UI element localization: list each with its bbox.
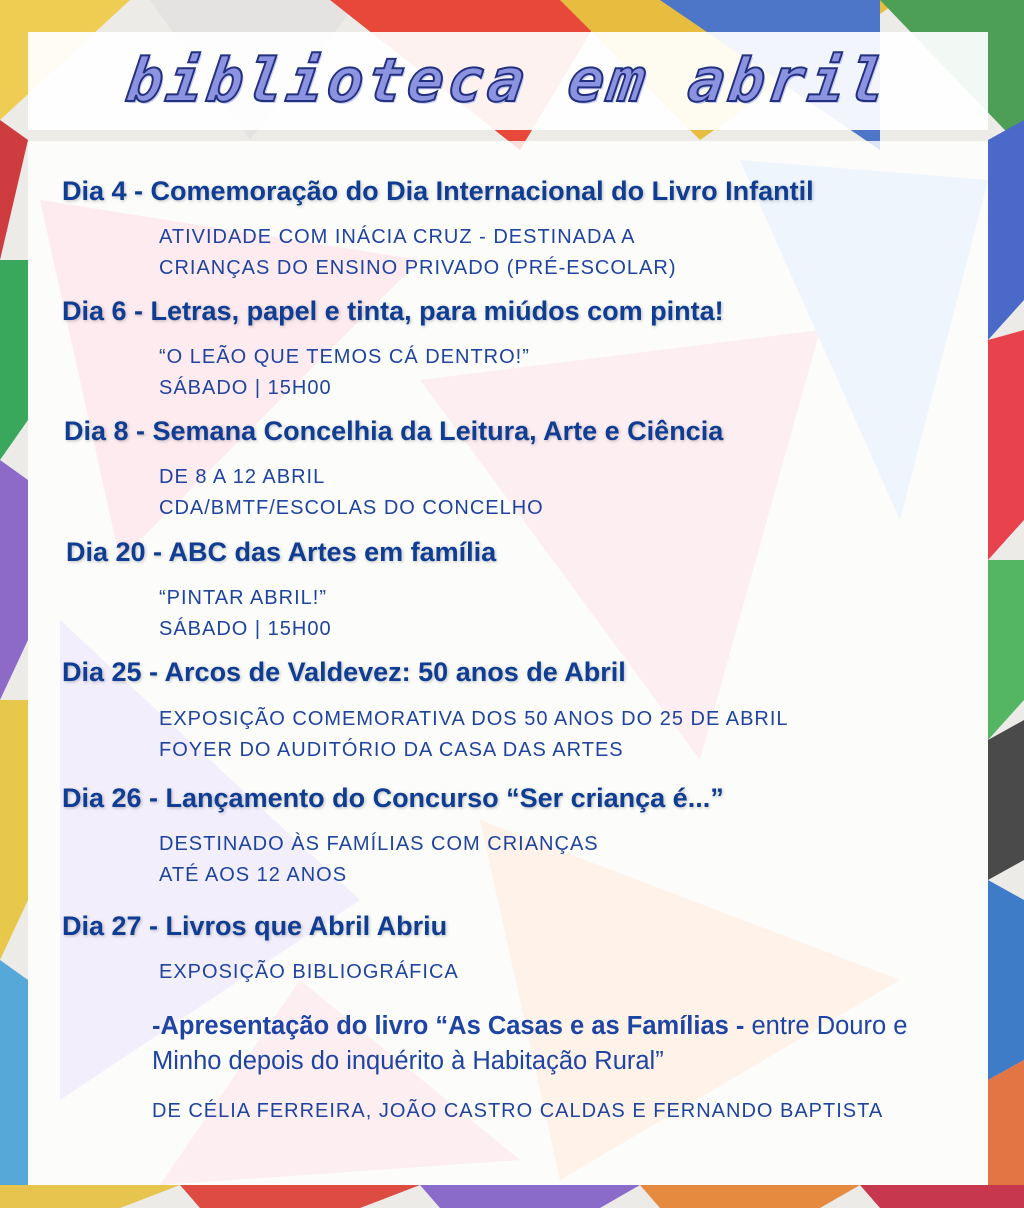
- event-heading: Dia 26 - Lançamento do Concurso “Ser criança é...”: [62, 783, 724, 813]
- event-heading: Dia 4 - Comemoração do Dia Internacional do Livro Infantil: [62, 176, 814, 206]
- event-detail-line: ATÉ AOS 12 ANOS: [159, 864, 348, 886]
- event-detail-line: CRIANÇAS DO ENSINO PRIVADO (PRÉ-ESCOLAR): [159, 257, 677, 279]
- event-detail-line: FOYER DO AUDITÓRIO DA CASA DAS ARTES: [159, 739, 624, 761]
- event-detail-line: ATIVIDADE COM INÁCIA CRUZ - DESTINADA A: [159, 226, 636, 248]
- event-detail-line: DESTINADO ÀS FAMÍLIAS COM CRIANÇAS: [159, 833, 599, 855]
- event-detail-line: DE 8 A 12 ABRIL: [159, 466, 326, 488]
- event-heading: Dia 25 - Arcos de Valdevez: 50 anos de Abril: [62, 657, 626, 687]
- presentation-title-rest: entre Douro e Minho depois do inquérito à Habitação Rural”: [152, 1012, 908, 1075]
- title-banner: [28, 32, 988, 130]
- event-detail-line: “O LEÃO QUE TEMOS CÁ DENTRO!”: [159, 346, 530, 368]
- events-panel: [28, 141, 988, 1185]
- event-detail-line: SÁBADO | 15H00: [159, 618, 332, 640]
- event-heading: Dia 8 - Semana Concelhia da Leitura, Arte e Ciência: [64, 416, 724, 446]
- event-heading: Dia 6 - Letras, papel e tinta, para miúdos com pinta!: [62, 296, 724, 326]
- presentation-title-bold: -Apresentação do livro “As Casas e as Famílias -: [152, 1012, 745, 1040]
- presentation-authors: DE CÉLIA FERREIRA, JOÃO CASTRO CALDAS E FERNANDO BAPTISTA: [152, 1100, 884, 1122]
- event-detail-line: EXPOSIÇÃO BIBLIOGRÁFICA: [159, 961, 459, 983]
- event-detail-line: CDA/BMTF/ESCOLAS DO CONCELHO: [159, 497, 544, 519]
- book-presentation: [152, 1009, 972, 1079]
- event-detail-line: SÁBADO | 15H00: [159, 377, 332, 399]
- event-heading: Dia 27 - Livros que Abril Abriu: [62, 911, 448, 941]
- event-heading: Dia 20 - ABC das Artes em família: [66, 537, 497, 567]
- event-detail-line: EXPOSIÇÃO COMEMORATIVA DOS 50 ANOS DO 25 DE ABRIL: [159, 708, 789, 730]
- event-detail-line: “PINTAR ABRIL!”: [159, 587, 327, 609]
- page-title: biblioteca em abril: [121, 46, 895, 116]
